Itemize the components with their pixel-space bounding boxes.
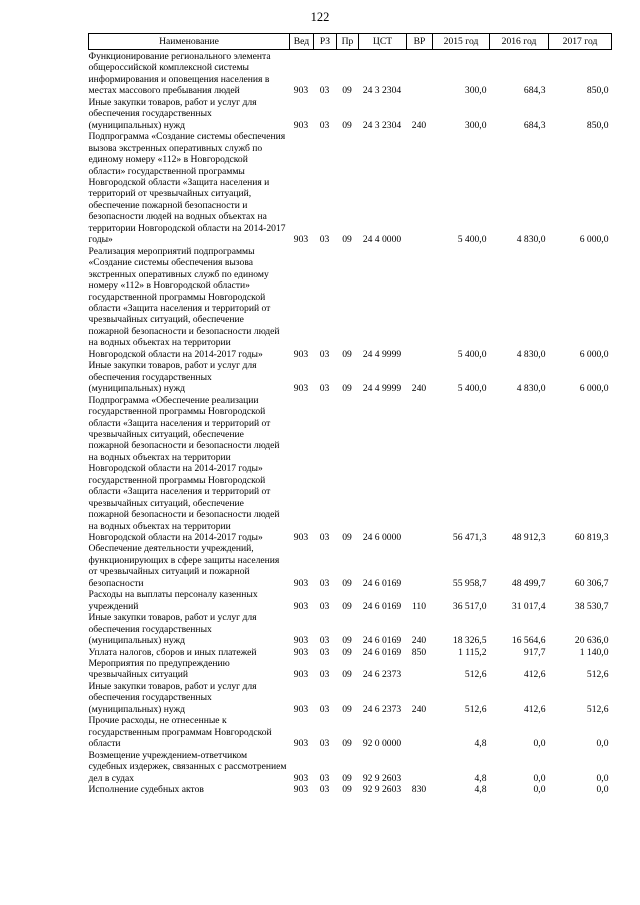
row-vr	[407, 131, 433, 246]
row-2015-amount: 5 400,0	[457, 348, 487, 360]
row-rz: 03	[319, 532, 330, 544]
row-pr: 09	[342, 383, 352, 395]
header-ved: Вед	[290, 34, 314, 50]
row-cst: 24 6 0169	[362, 577, 402, 589]
row-name: Реализация мероприятий подпрограммы «Создание системы обеспечения вызова экстренных оперативных служб по единому номеру «112» в Новгородской области» государственной программы Новгородской области «Защита населения и территорий от чрезвычайных ситуаций, обеспечение пожарной безопасности и безопасности людей на водных объектах на территории Новгородской области на 2014-2017 годы»	[88, 245, 280, 360]
row-2016-amount: 684,3	[523, 119, 546, 131]
row-cst: 24 6 0169	[362, 646, 402, 658]
table-row	[89, 658, 612, 681]
row-2017-amount: 38 530,7	[574, 600, 609, 612]
row-rz: 03	[319, 577, 330, 589]
table-body	[89, 50, 612, 796]
row-vr: 240	[411, 383, 427, 395]
table-row	[89, 612, 612, 646]
row-2016-amount: 48 499,7	[511, 577, 546, 589]
row-ved: 903	[293, 119, 309, 131]
row-2017-amount: 0,0	[596, 784, 609, 795]
page-number: 122	[310, 10, 330, 24]
table-row	[89, 647, 612, 658]
row-cst: 24 4 9999	[362, 348, 402, 360]
row-ved: 903	[293, 703, 309, 715]
row-pr: 09	[342, 577, 352, 589]
row-cst: 92 9 2603	[362, 772, 402, 784]
row-2016-amount: 684,3	[523, 85, 546, 97]
row-pr: 09	[342, 669, 352, 681]
row-2017-amount: 6 000,0	[579, 383, 609, 395]
row-name: Иные закупки товаров, работ и услуг для обеспечения государственных (муниципальных) нужд	[88, 96, 257, 131]
row-name: Иные закупки товаров, работ и услуг для обеспечения государственных (муниципальных) нужд	[88, 360, 257, 395]
row-name: Мероприятия по предупреждению чрезвычайных ситуаций	[88, 658, 230, 681]
row-pr: 09	[342, 646, 352, 658]
budget-table	[88, 33, 612, 795]
row-name: Обеспечение деятельности учреждений, функционирующих в сфере защиты населения от чрезвычайных ситуаций и пожарной безопасности	[88, 543, 280, 589]
row-2015-amount: 56 471,3	[452, 532, 487, 544]
row-2016-amount: 0,0	[533, 772, 546, 784]
row-cst: 92 9 2603	[362, 784, 402, 795]
header-2015: 2015 год	[433, 34, 490, 50]
row-name: Функционирование регионального элемента общероссийской комплексной системы информирования и оповещения населения в местах массового пребывания людей	[88, 51, 271, 97]
row-2016-amount: 4 830,0	[516, 348, 546, 360]
row-ved: 903	[293, 383, 309, 395]
row-2017-amount: 60 819,3	[574, 532, 609, 544]
header-rz: РЗ	[314, 34, 337, 50]
row-vr	[407, 715, 433, 749]
header-2016: 2016 год	[490, 34, 549, 50]
row-pr: 09	[342, 119, 352, 131]
table-header-row	[89, 34, 612, 50]
row-ved: 903	[293, 348, 309, 360]
row-rz: 03	[319, 772, 330, 784]
row-ved: 903	[293, 669, 309, 681]
row-2017-amount: 512,6	[586, 703, 609, 715]
row-2016-amount: 412,6	[523, 669, 546, 681]
table-row	[89, 246, 612, 361]
table-row	[89, 395, 612, 544]
row-rz: 03	[319, 646, 330, 658]
row-2015-amount: 300,0	[464, 119, 487, 131]
row-name: Исполнение судебных актов	[88, 784, 204, 795]
row-cst: 24 6 0169	[362, 635, 402, 647]
row-2015-amount: 5 400,0	[457, 234, 487, 246]
row-2015-amount: 4,8	[474, 738, 487, 750]
header-pr: Пр	[337, 34, 359, 50]
row-name: Уплата налогов, сборов и иных платежей	[88, 646, 257, 658]
row-vr: 850	[411, 646, 427, 658]
row-pr: 09	[342, 772, 352, 784]
row-rz: 03	[319, 383, 330, 395]
row-rz: 03	[319, 784, 330, 795]
row-ved: 903	[293, 600, 309, 612]
row-2015-amount: 36 517,0	[452, 600, 487, 612]
row-2015-amount: 300,0	[464, 85, 487, 97]
row-cst: 24 6 2373	[362, 703, 402, 715]
row-pr: 09	[342, 738, 352, 750]
row-rz: 03	[319, 600, 330, 612]
table-row	[89, 715, 612, 749]
row-name: Подпрограмма «Создание системы обеспечения вызова экстренных оперативных служб по единому номеру «112» в Новгородской области» государственной программы Новгородской области «Защита населения и территорий от чрезвычайных ситуаций, обеспечение пожарной безопасности и безопасности людей на водных объектах на территории Новгородской области на 2014-2017 годы»	[88, 131, 286, 246]
table-row	[89, 97, 612, 131]
row-vr	[407, 750, 433, 784]
row-name: Возмещение учреждением-ответчиком судебных издержек, связанных с рассмотрением дел в судах	[88, 749, 287, 784]
row-cst: 24 6 0169	[362, 600, 402, 612]
row-cst: 24 6 2373	[362, 669, 402, 681]
row-vr: 830	[411, 784, 427, 795]
row-2017-amount: 6 000,0	[579, 348, 609, 360]
row-vr: 110	[411, 600, 427, 612]
row-ved: 903	[293, 772, 309, 784]
table-row	[89, 681, 612, 715]
row-ved: 903	[293, 532, 309, 544]
row-rz: 03	[319, 738, 330, 750]
row-rz: 03	[319, 669, 330, 681]
row-cst: 24 6 0000	[362, 532, 402, 544]
row-2015-amount: 512,6	[464, 703, 487, 715]
row-2016-amount: 4 830,0	[516, 234, 546, 246]
row-ved: 903	[293, 85, 309, 97]
table-row	[89, 543, 612, 589]
row-ved: 903	[293, 635, 309, 647]
row-ved: 903	[293, 784, 309, 795]
row-name: Расходы на выплаты персоналу казенных учреждений	[88, 589, 258, 612]
row-vr	[407, 395, 433, 544]
row-2016-amount: 48 912,3	[511, 532, 546, 544]
row-2015-amount: 18 326,5	[452, 635, 487, 647]
row-rz: 03	[319, 119, 330, 131]
row-vr	[407, 246, 433, 361]
table-row	[89, 750, 612, 784]
row-2015-amount: 4,8	[474, 784, 487, 795]
row-vr	[407, 50, 433, 97]
row-pr: 09	[342, 600, 352, 612]
row-2017-amount: 6 000,0	[579, 234, 609, 246]
row-2015-amount: 1 115,2	[458, 646, 487, 658]
row-2017-amount: 512,6	[586, 669, 609, 681]
row-rz: 03	[319, 234, 330, 246]
row-cst: 24 3 2304	[362, 119, 402, 131]
row-2016-amount: 0,0	[533, 738, 546, 750]
row-ved: 903	[293, 577, 309, 589]
row-vr: 240	[411, 703, 427, 715]
row-2017-amount: 850,0	[586, 85, 609, 97]
row-2015-amount: 4,8	[474, 772, 487, 784]
row-pr: 09	[342, 348, 352, 360]
row-cst: 24 4 9999	[362, 383, 402, 395]
row-2016-amount: 917,7	[523, 646, 546, 658]
header-name: Наименование	[89, 34, 290, 50]
row-pr: 09	[342, 85, 352, 97]
row-vr	[407, 543, 433, 589]
row-2017-amount: 1 140,0	[579, 646, 609, 658]
row-name: Иные закупки товаров, работ и услуг для обеспечения государственных (муниципальных) нужд	[88, 612, 257, 647]
row-2016-amount: 412,6	[523, 703, 546, 715]
table-row	[89, 50, 612, 97]
row-2016-amount: 16 564,6	[511, 635, 546, 647]
row-2017-amount: 0,0	[596, 772, 609, 784]
row-cst: 24 4 0000	[362, 234, 402, 246]
row-2015-amount: 55 958,7	[452, 577, 487, 589]
row-pr: 09	[342, 234, 352, 246]
table-row	[89, 784, 612, 795]
row-cst: 92 0 0000	[362, 738, 402, 750]
row-name: Подпрограмма «Обеспечение реализации государственной программы Новгородской области «Защита населения и территорий от чрезвычайных ситуаций, обеспечение пожарной безопасности и безопасности людей на водных объектах на территории Новгородской области на 2014-2017 годы» государственной программы Новгородской области «Защита населения и территорий от чрезвычайных ситуаций, обеспечение пожарной безопасности и безопасности людей на водных объектах на территории Новгородской области на 2014-2017 годы»	[88, 394, 280, 544]
row-2015-amount: 512,6	[464, 669, 487, 681]
header-vr: ВР	[407, 34, 433, 50]
row-2016-amount: 31 017,4	[511, 600, 546, 612]
row-vr: 240	[411, 119, 427, 131]
row-pr: 09	[342, 703, 352, 715]
row-name: Иные закупки товаров, работ и услуг для обеспечения государственных (муниципальных) нужд	[88, 680, 257, 715]
row-ved: 903	[293, 234, 309, 246]
header-2017: 2017 год	[549, 34, 612, 50]
row-2015-amount: 5 400,0	[457, 383, 487, 395]
row-2017-amount: 60 306,7	[574, 577, 609, 589]
row-name: Прочие расходы, не отнесенные к государственным программам Новгородской области	[88, 715, 272, 750]
row-ved: 903	[293, 646, 309, 658]
row-2017-amount: 0,0	[596, 738, 609, 750]
row-pr: 09	[342, 532, 352, 544]
row-2016-amount: 4 830,0	[516, 383, 546, 395]
row-2016-amount: 0,0	[533, 784, 546, 795]
row-rz: 03	[319, 85, 330, 97]
row-pr: 09	[342, 635, 352, 647]
row-vr: 240	[411, 635, 427, 647]
row-cst: 24 3 2304	[362, 85, 402, 97]
row-rz: 03	[319, 348, 330, 360]
table-row	[89, 360, 612, 394]
row-pr: 09	[342, 784, 352, 795]
table-row	[89, 131, 612, 246]
table-row	[89, 589, 612, 612]
row-ved: 903	[293, 738, 309, 750]
row-vr	[407, 658, 433, 681]
row-rz: 03	[319, 703, 330, 715]
header-cst: ЦСТ	[359, 34, 407, 50]
row-rz: 03	[319, 635, 330, 647]
row-2017-amount: 20 636,0	[574, 635, 609, 647]
row-2017-amount: 850,0	[586, 119, 609, 131]
